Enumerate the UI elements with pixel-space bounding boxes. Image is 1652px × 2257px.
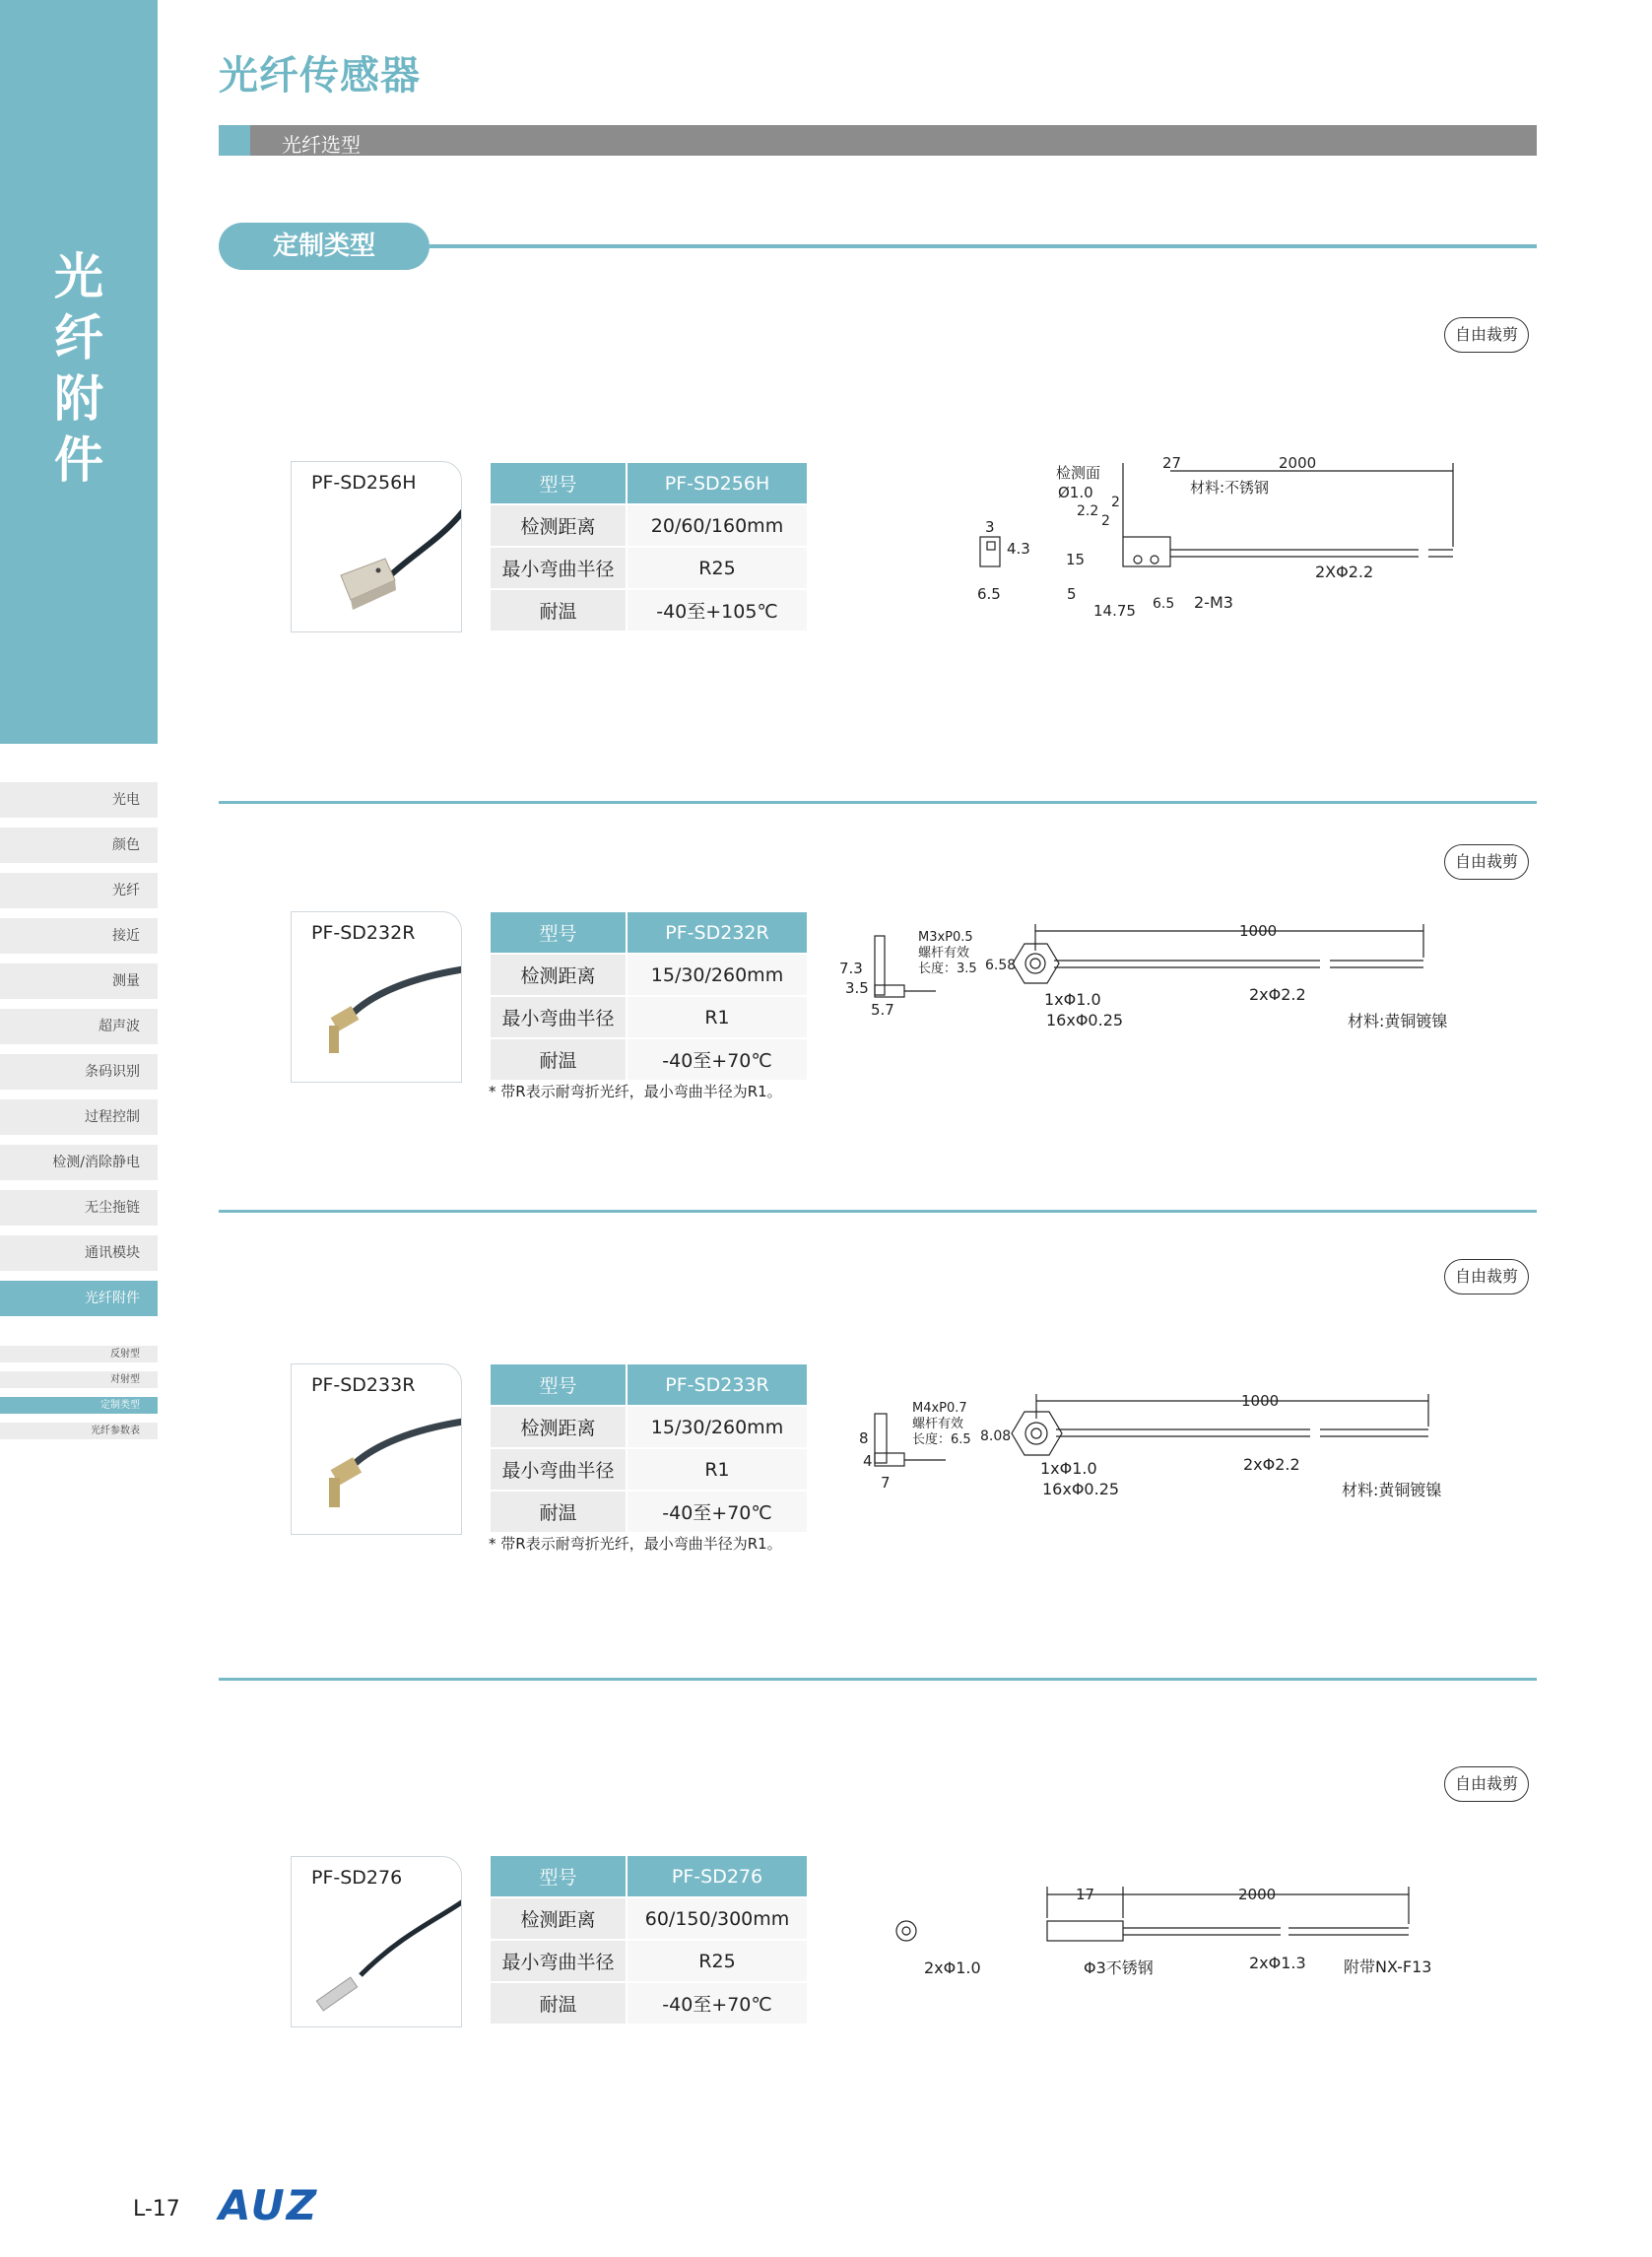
product-photo (292, 912, 462, 1083)
spec-key: 耐温 (491, 1492, 626, 1532)
dim-label: 1xΦ1.0 (1044, 990, 1101, 1009)
dim-label: 材料:黄铜镀镍 (1342, 1481, 1442, 1499)
note-text: * 带R表示耐弯折光纤，最小弯曲半径为R1。 (489, 1535, 782, 1553)
nav-item-chain[interactable]: 无尘拖链 (0, 1190, 158, 1226)
nav-item-fiber-accessory[interactable]: 光纤附件 (0, 1281, 158, 1316)
sub-item-params[interactable]: 光纤参数表 (0, 1423, 158, 1439)
dim-label: 16xΦ0.25 (1046, 1011, 1124, 1029)
dimension-drawing (887, 1867, 1458, 1995)
product-photo (292, 1857, 462, 2027)
spec-key: 耐温 (491, 590, 626, 631)
dim-label: 17 (1076, 1886, 1095, 1903)
spec-key: 最小弯曲半径 (491, 1941, 626, 1981)
section-divider (219, 1678, 1537, 1681)
dim-label: 检测面 (1056, 464, 1101, 482)
dim-label: 材料:不锈钢 (1190, 479, 1270, 497)
spec-key: 耐温 (491, 1983, 626, 2024)
brand-logo: AUZ (219, 2181, 319, 2229)
dimension-drawing (837, 916, 1468, 1044)
spec-value: R25 (628, 548, 807, 588)
spec-value: -40至+70℃ (628, 1983, 807, 2024)
spec-value: -40至+70℃ (628, 1039, 807, 1080)
sub-item-thrubeam[interactable]: 对射型 (0, 1371, 158, 1388)
spec-value: R25 (628, 1941, 807, 1981)
spec-key: 最小弯曲半径 (491, 548, 626, 588)
spec-row (491, 1364, 807, 1405)
dim-label: 3 (985, 518, 995, 536)
dim-label: 长度：6.5 (912, 1432, 971, 1447)
spec-key: 耐温 (491, 1039, 626, 1080)
spec-key: 型号 (491, 463, 626, 503)
spec-value: PF-SD233R (628, 1364, 807, 1405)
dimension-drawing (975, 453, 1468, 631)
nav-item-color[interactable]: 颜色 (0, 828, 158, 863)
spec-value: PF-SD232R (628, 912, 807, 953)
sidebar-title-char: 光 (54, 248, 103, 305)
spec-row (491, 548, 807, 588)
product-card-label: PF-SD256H (311, 472, 417, 494)
spec-value: PF-SD256H (628, 463, 807, 503)
spec-value: -40至+70℃ (628, 1492, 807, 1532)
sidebar-title-char: 件 (54, 431, 103, 489)
nav-item-static[interactable]: 检测/消除静电 (0, 1145, 158, 1180)
dim-label: M3xP0.5 (918, 930, 973, 945)
section-divider (219, 801, 1537, 804)
dim-label: 7 (881, 1474, 891, 1492)
subtitle-text: 光纤选型 (282, 133, 361, 157)
dim-label: 长度：3.5 (918, 962, 977, 976)
nav-item-process[interactable]: 过程控制 (0, 1099, 158, 1135)
dim-label: 2.2 (1077, 503, 1099, 519)
subtitle-bar (219, 125, 1537, 156)
spec-table (489, 910, 809, 1082)
product-card-label: PF-SD232R (311, 922, 416, 944)
dim-label: 2 (1101, 513, 1110, 529)
spec-key: 检测距离 (491, 505, 626, 546)
section-pill: 定制类型 (219, 223, 430, 270)
product-card-label: PF-SD233R (311, 1374, 416, 1396)
dim-label: 6.5 (977, 585, 1001, 603)
dim-label: 3.5 (845, 979, 869, 997)
dim-label: 1000 (1239, 922, 1278, 940)
nav-item-fiber[interactable]: 光纤 (0, 873, 158, 908)
dim-label: 2xΦ1.0 (924, 1958, 981, 1977)
dim-label: 5 (1067, 585, 1077, 603)
sub-item-reflective[interactable]: 反射型 (0, 1346, 158, 1362)
free-cut-badge: 自由裁剪 (1444, 844, 1529, 880)
product-card (291, 1856, 462, 2027)
spec-value: R1 (628, 997, 807, 1037)
dim-label: 2xΦ1.3 (1249, 1954, 1306, 1972)
dim-label: 2-M3 (1194, 593, 1233, 612)
spec-value: 15/30/260mm (628, 955, 807, 995)
spec-key: 检测距离 (491, 1898, 626, 1939)
sub-item-custom[interactable]: 定制类型 (0, 1397, 158, 1414)
dim-label: 2xΦ2.2 (1243, 1455, 1300, 1474)
product-photo (292, 1364, 462, 1535)
dim-label: 材料:黄铜镀镍 (1348, 1012, 1448, 1030)
dim-label: 5.7 (871, 1001, 894, 1019)
spec-row (491, 463, 807, 503)
dim-label: 14.75 (1093, 602, 1136, 620)
dim-label: 螺杆有效 (912, 1417, 964, 1431)
spec-table (489, 461, 809, 632)
spec-row (491, 1856, 807, 1896)
dim-label: 8.08 (980, 1428, 1012, 1444)
dim-label: 2XΦ2.2 (1315, 563, 1374, 581)
spec-key: 型号 (491, 912, 626, 953)
spec-row (491, 505, 807, 546)
sidebar-title-char: 纤 (54, 309, 103, 366)
spec-key: 检测距离 (491, 955, 626, 995)
sidebar-title (39, 246, 118, 491)
free-cut-badge: 自由裁剪 (1444, 1766, 1529, 1802)
subtitle-bar-accent (219, 125, 250, 156)
dim-label: 27 (1162, 454, 1182, 472)
product-card (291, 1363, 462, 1535)
dim-label: 2000 (1238, 1886, 1277, 1903)
sidebar-title-char: 附 (54, 370, 103, 428)
dim-label: 6.58 (985, 958, 1017, 973)
spec-row (491, 1407, 807, 1447)
nav-item-proximity[interactable]: 接近 (0, 918, 158, 954)
dim-label: 16xΦ0.25 (1042, 1480, 1120, 1498)
dim-label: M4xP0.7 (912, 1401, 967, 1416)
spec-row (491, 912, 807, 953)
dim-label: 4.3 (1007, 540, 1030, 558)
dim-label: 2 (1111, 495, 1120, 510)
nav-item-photoelectric[interactable]: 光电 (0, 782, 158, 818)
spec-value: 20/60/160mm (628, 505, 807, 546)
dimension-drawing (837, 1379, 1468, 1507)
nav-item-measure[interactable]: 测量 (0, 963, 158, 999)
product-card-label: PF-SD276 (311, 1867, 403, 1889)
spec-value: 60/150/300mm (628, 1898, 807, 1939)
dim-label: 附带NX-F13 (1344, 1958, 1432, 1976)
spec-value: 15/30/260mm (628, 1407, 807, 1447)
spec-row (491, 1039, 807, 1080)
dim-label: 2000 (1279, 454, 1317, 472)
dim-label: 螺杆有效 (918, 946, 970, 961)
dim-label: 15 (1066, 551, 1086, 568)
spec-key: 型号 (491, 1364, 626, 1405)
dim-label: Ø1.0 (1058, 484, 1093, 501)
spec-key: 型号 (491, 1856, 626, 1896)
spec-table (489, 1362, 809, 1534)
note-text: * 带R表示耐弯折光纤，最小弯曲半径为R1。 (489, 1083, 782, 1100)
spec-value: -40至+105℃ (628, 590, 807, 631)
free-cut-badge: 自由裁剪 (1444, 317, 1529, 353)
spec-row (491, 1983, 807, 2024)
product-card (291, 911, 462, 1083)
spec-value: R1 (628, 1449, 807, 1490)
spec-row (491, 997, 807, 1037)
dim-label: 4 (863, 1452, 873, 1470)
product-card (291, 461, 462, 632)
section-divider (219, 1210, 1537, 1213)
product-photo (292, 462, 462, 632)
spec-row (491, 1898, 807, 1939)
page-number: L-17 (133, 2197, 180, 2222)
nav-item-comm[interactable]: 通讯模块 (0, 1235, 158, 1271)
nav-item-barcode[interactable]: 条码识别 (0, 1054, 158, 1090)
spec-row (491, 1492, 807, 1532)
dim-label: 6.5 (1153, 596, 1175, 612)
spec-key: 最小弯曲半径 (491, 997, 626, 1037)
nav-item-ultrasonic[interactable]: 超声波 (0, 1009, 158, 1044)
dim-label: 2xΦ2.2 (1249, 985, 1306, 1004)
spec-value: PF-SD276 (628, 1856, 807, 1896)
dim-label: 8 (859, 1429, 869, 1447)
spec-row (491, 590, 807, 631)
dim-label: Φ3不锈钢 (1084, 1958, 1154, 1977)
spec-row (491, 1449, 807, 1490)
spec-key: 检测距离 (491, 1407, 626, 1447)
section-line (430, 244, 1537, 248)
spec-row (491, 1941, 807, 1981)
spec-table (489, 1854, 809, 2025)
free-cut-badge: 自由裁剪 (1444, 1259, 1529, 1294)
dim-label: 1000 (1241, 1392, 1280, 1410)
dim-label: 7.3 (839, 960, 863, 977)
spec-row (491, 955, 807, 995)
spec-key: 最小弯曲半径 (491, 1449, 626, 1490)
dim-label: 1xΦ1.0 (1040, 1459, 1097, 1478)
page-title: 光纤传感器 (219, 53, 421, 99)
